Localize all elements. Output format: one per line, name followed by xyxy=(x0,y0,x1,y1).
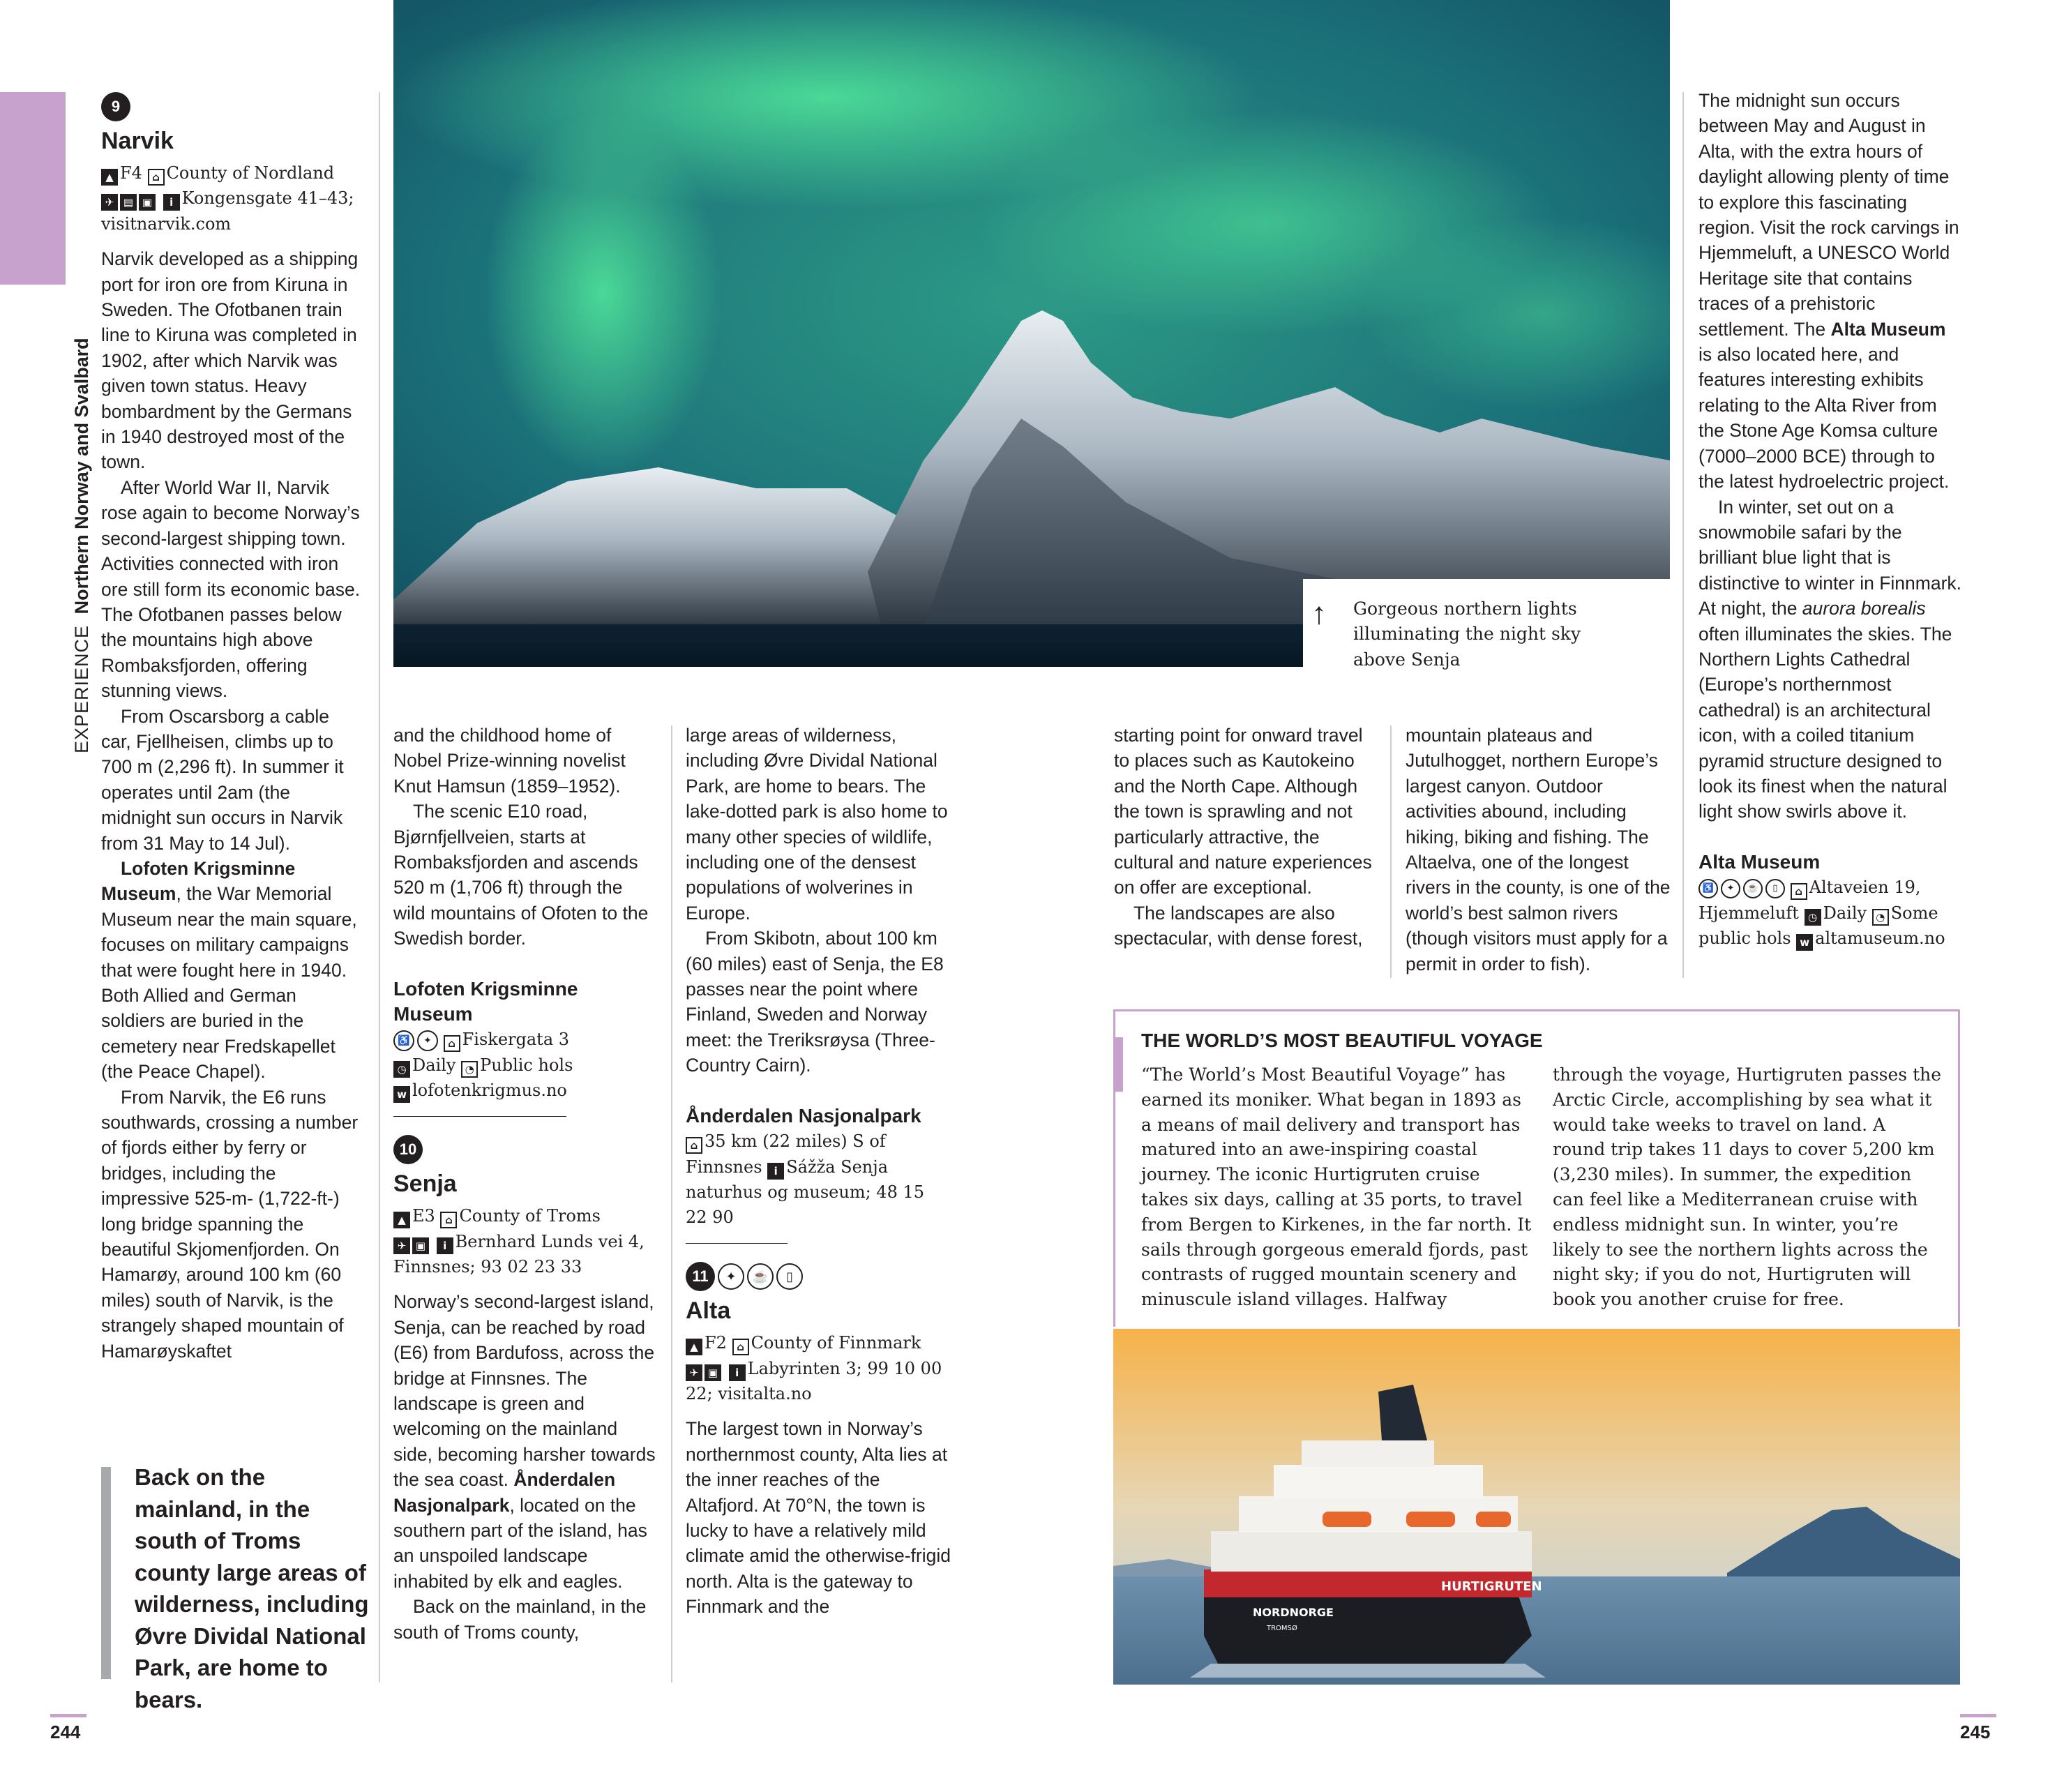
clock-icon: ◷ xyxy=(393,1061,410,1078)
column-rule xyxy=(379,92,380,1682)
info-icon: i xyxy=(163,194,180,211)
number-badge: 11 xyxy=(686,1262,715,1291)
train-icon: ▤ xyxy=(120,194,137,211)
location-icon: ⌂ xyxy=(444,1035,460,1052)
web-icon: w xyxy=(393,1086,410,1103)
closed-icon: ◔ xyxy=(1872,909,1889,926)
column-2 xyxy=(393,723,658,1645)
divider xyxy=(393,1116,566,1117)
aurora-band xyxy=(484,112,721,474)
location: County of Nordland xyxy=(166,163,335,183)
paragraph: From Oscarsborg a cable car, Fjellheisen, climbs up to 700 m (2,296 ft). In summer it operates until 2am (the midnight sun occurs in Narvik from 31 May to 14 Jul). xyxy=(101,705,344,854)
ship-hull-black xyxy=(1204,1594,1532,1664)
ship-wake xyxy=(1190,1664,1546,1678)
anderdalen-heading: Ånderdalen Nasjonalpark xyxy=(686,1104,921,1127)
map-ref: E3 xyxy=(412,1206,435,1226)
senja-info xyxy=(393,1203,658,1279)
pull-quote-bar xyxy=(101,1467,111,1679)
chapter-label xyxy=(70,338,93,753)
photo-caption: Gorgeous northern lights illuminating the night sky above Senja xyxy=(1353,598,1581,670)
lifeboat xyxy=(1406,1512,1455,1527)
map-ref: F4 xyxy=(120,163,142,183)
museum-name: Alta Museum xyxy=(1830,318,1946,340)
location-icon: ⌂ xyxy=(732,1339,749,1355)
guided-tour-icon: ✦ xyxy=(1721,879,1740,898)
museum-name: Lofoten Krigsminne Museum xyxy=(101,857,296,905)
column-6 xyxy=(1698,88,1964,951)
paragraph: From Skibotn, about 100 km (60 miles) east of Senja, the E8 passes near the point where Finland, Sweden and Norway meet: the Treriksrøysa (Three-Country Cairn). xyxy=(686,928,944,1076)
paragraph: The scenic E10 road, Bjørnfjellveien, starts at Rombaksfjorden and ascends 520 m (1,706 ft) through the wild mountains of Ofoten to the Swedish border. xyxy=(393,801,649,949)
ship-bridge xyxy=(1302,1440,1434,1467)
page-number-bar xyxy=(1960,1714,1996,1717)
paragraph xyxy=(101,856,363,1085)
number-badge: 10 xyxy=(393,1135,423,1164)
paragraph: After World War II, Narvik rose again to become Norway’s second-largest shipping town. Activities connected with iron ore still form its economic base. The Ofotbanen passes below the mountains high above Rombaksfjorden, offering stunning views. xyxy=(101,476,361,702)
chapter-title: Northern Norway and Svalbard xyxy=(71,338,92,615)
paragraph-text: Norway’s second-largest island, Senja, can be reached by road (E6) from Bardufoss, across the bridge at Finnsnes. The landscape is green and welcoming on the mainland side, becoming harsher towards the sea coast. xyxy=(393,1291,656,1491)
column-rule xyxy=(1682,92,1684,978)
address: Bernhard Lunds vei 4, Finnsnes; 93 02 23 33 xyxy=(393,1231,645,1277)
narvik-heading: Narvik xyxy=(101,128,174,154)
bus-icon: ▣ xyxy=(139,194,156,211)
page-number-left: 244 xyxy=(50,1722,81,1742)
address: Kongensgate 41–43; visitnarvik.com xyxy=(101,188,354,234)
boxout-accent-bar xyxy=(1113,1037,1123,1092)
alta-museum-info xyxy=(1698,875,1964,951)
paragraph-text: is also located here, and features interesting exhibits relating to the Alta River from the Stone Age Komsa culture (7000–2000 BCE) through to the latest hydroelectric project. xyxy=(1698,344,1950,492)
paragraph: From Narvik, the E6 runs southwards, crossing a number of fjords either by ferry or bridges, including the impressive 525-m- (1,722-ft-) long bridge spanning the beautiful Skjomenfjorden. On Hamarøy, around 100 km (60 miles) south of Narvik, is the strangely shaped mountain of Hamarøyskaftet xyxy=(101,1086,359,1362)
ship-port: TROMSØ xyxy=(1267,1625,1297,1632)
northern-lights-photo xyxy=(393,0,1670,667)
location-icon: ⌂ xyxy=(1791,883,1807,900)
boxout-col-1: “The World’s Most Beautiful Voyage” has earned its moniker. What began in 1893 as a means of mail delivery and transport has matured into an awe-inspiring coastal journey. The iconic Hurtigruten cruise takes six days, calling at 35 ports, to travel from Bergen to Kirkenes, in the far north. It sails through gorgeous emerald fjords, past contrasts of rugged mountain scenery and minuscule island villages. Halfway xyxy=(1141,1064,1532,1310)
map-icon: ▲ xyxy=(393,1212,410,1228)
pull-quote: Back on the mainland, in the south of Troms county large areas of wilderness, including Øvre Dividal National Park, are home to bears. xyxy=(135,1464,369,1712)
paragraph: starting point for onward travel to places such as Kautokeino and the North Cape. Although the town is sprawling and not particularly attractive, the cultural and nature experiences on offer are exceptional. xyxy=(1114,725,1372,898)
address: Fiskergata 3 xyxy=(462,1030,570,1050)
paragraph: Back on the mainland, in the south of Troms county, xyxy=(393,1596,647,1643)
paragraph: and the childhood home of Nobel Prize-winning novelist Knut Hamsun (1859–1952). xyxy=(393,725,626,797)
cafe-icon: ☕ xyxy=(1743,879,1763,898)
plane-icon: ✈ xyxy=(393,1237,410,1254)
opening-hours: Daily xyxy=(1823,903,1867,923)
location-icon: ⌂ xyxy=(686,1137,702,1154)
location: County of Finnmark xyxy=(751,1333,921,1353)
closed-icon: ◔ xyxy=(461,1061,478,1078)
senja-heading: Senja xyxy=(393,1170,457,1198)
paragraph: The landscapes are also spectacular, with dense forest, xyxy=(1114,902,1363,949)
side-tab xyxy=(0,92,66,285)
page-number-right: 245 xyxy=(1960,1722,1991,1742)
closed-days: Public hols xyxy=(480,1055,573,1075)
map-ref: F2 xyxy=(705,1333,727,1353)
guided-tour-icon: ✦ xyxy=(417,1030,438,1051)
anderdalen-info xyxy=(686,1129,951,1230)
location-icon: ⌂ xyxy=(148,169,165,186)
lifeboat xyxy=(1476,1512,1511,1527)
column-5 xyxy=(1406,723,1671,977)
paragraph xyxy=(1698,88,1964,495)
italic-term: aurora borealis xyxy=(1802,598,1926,619)
info-icon: i xyxy=(729,1364,746,1381)
hiking-icon: ✦ xyxy=(718,1263,744,1290)
divider xyxy=(686,1243,788,1244)
section-label: EXPERIENCE xyxy=(71,624,92,753)
up-arrow-icon: ↑ xyxy=(1311,596,1327,631)
alta-info xyxy=(686,1330,951,1406)
alta-heading: Alta xyxy=(686,1297,731,1325)
accessible-icon: ♿ xyxy=(393,1030,414,1051)
narvik-section xyxy=(101,92,363,1364)
lkm-heading: Lofoten Krigsminne Museum xyxy=(393,977,578,1025)
paragraph-text: often illuminates the skies. The Northern Lights Cathedral (Europe’s northernmost cathedral) is an architectural icon, with a coiled titanium pyramid structure designed to look its finest when the natural light show swirls above it. xyxy=(1698,623,1952,822)
paragraph-text: In winter, set out on a snowmobile safari by the brilliant blue light that is distinctive to winter in Finnmark. At night, the xyxy=(1698,496,1962,619)
paragraph-text: , located on the southern part of the island, has an unspoiled landscape inhabited by elk and eagles. xyxy=(393,1494,647,1592)
cafe-icon: ☕ xyxy=(747,1263,774,1290)
paragraph xyxy=(1698,495,1964,825)
ship-deck xyxy=(1211,1531,1532,1572)
map-icon: ▲ xyxy=(101,169,118,186)
plane-icon: ✈ xyxy=(686,1364,702,1381)
paragraph: Narvik developed as a shipping port for iron ore from Kiruna in Sweden. The Ofotbanen train line to Kiruna was completed in 1902, after which Narvik was given town status. Heavy bombardment by the Germans in 1940 destroyed most of the town. xyxy=(101,248,359,473)
map-icon: ▲ xyxy=(686,1339,702,1355)
closed-days: Some public hols xyxy=(1698,903,1938,948)
ship-photo xyxy=(1113,1329,1960,1685)
address: Labyrinten 3; 99 10 00 22; visitalta.no xyxy=(686,1358,942,1404)
info-icon: i xyxy=(767,1163,784,1180)
shop-icon: ▯ xyxy=(776,1263,803,1290)
boxout-col-2: through the voyage, Hurtigruten passes the Arctic Circle, accomplishing by sea what it would take weeks to travel on land. A round trip takes 11 days to cover 5,200 km (3,230 miles). In summer, the expedition can feel like a Mediterranean cruise with endless midnight sun. In winter, you’re likely to see the northern lights across the night sky; if you do not, Hurtigruten will book you another cruise for free. xyxy=(1553,1064,1942,1310)
ship-brand: HURTIGRUTEN xyxy=(1441,1579,1542,1594)
info: Sážža Senja naturhus og museum; 48 15 22 90 xyxy=(686,1157,925,1228)
opening-hours: Daily xyxy=(412,1055,456,1075)
column-rule xyxy=(671,725,672,1682)
number-badge: 9 xyxy=(101,92,130,121)
lifeboat xyxy=(1323,1512,1371,1527)
web-icon: w xyxy=(1796,934,1813,951)
accessible-icon: ♿ xyxy=(1698,879,1718,898)
location: County of Troms xyxy=(459,1206,601,1226)
address: Altaveien 19, Hjemmeluft xyxy=(1698,878,1921,923)
column-3 xyxy=(686,723,951,1620)
paragraph-text: The midnight sun occurs between May and August in Alta, with the extra hours of daylight allowing plenty of time to explore this fascinating region. Visit the rock carvings in Hjemmeluft, a UNESCO World Heritage site that contains traces of a prehistoric settlement. The xyxy=(1698,90,1959,340)
bus-icon: ▣ xyxy=(705,1364,721,1381)
paragraph xyxy=(393,1289,658,1594)
ship-name: NORDNORGE xyxy=(1253,1606,1334,1619)
page-number-bar xyxy=(50,1714,86,1717)
location: 35 km (22 miles) S of Finnsnes xyxy=(686,1131,886,1177)
column-rule xyxy=(1390,725,1392,978)
narvik-info xyxy=(101,160,363,236)
lkm-info xyxy=(393,1027,658,1103)
ship-deck-top xyxy=(1274,1465,1483,1498)
paragraph-text: , the War Memorial Museum near the main square, focuses on military campaigns that were fought here in 1940. Both Allied and German soldiers are buried in the cemetery near Fredskapellet (the Peace Chapel). xyxy=(101,883,357,1083)
alta-heading-row xyxy=(686,1262,951,1291)
column-4 xyxy=(1114,723,1378,951)
clock-icon: ◷ xyxy=(1805,909,1821,926)
website: altamuseum.no xyxy=(1815,928,1945,948)
ship-deck-upper xyxy=(1239,1496,1518,1533)
paragraph: mountain plateaus and Jutulhogget, northern Europe’s largest canyon. Outdoor activities abound, including hiking, biking and fishing. The Altaelva, one of the longest rivers in the county, is one of the world’s best salmon rivers (though visitors must apply for a permit in order to fish). xyxy=(1406,725,1671,974)
website: lofotenkrigmus.no xyxy=(412,1081,567,1101)
boxout-title: THE WORLD’S MOST BEAUTIFUL VOYAGE xyxy=(1141,1030,1543,1051)
shop-icon: ▯ xyxy=(1765,879,1785,898)
info-icon: i xyxy=(437,1237,453,1254)
bus-icon: ▣ xyxy=(412,1237,429,1254)
narvik-body xyxy=(101,246,363,1364)
paragraph: The largest town in Norway’s northernmost county, Alta lies at the inner reaches of the Altafjord. At 70°N, the town is lucky to have a relatively mild climate amid the otherwise-frigid north. Alta is the gateway to Finnmark and the xyxy=(686,1418,951,1618)
paragraph: large areas of wilderness, including Øvre Dividal National Park, are home to bears. The lake-dotted park is also home to many other species of wildlife, including one of the densest populations of wolverines in Europe. xyxy=(686,725,948,924)
park-name: Ånderdalen Nasjonalpark xyxy=(393,1469,616,1516)
location-icon: ⌂ xyxy=(440,1212,457,1228)
alta-museum-heading: Alta Museum xyxy=(1698,850,1821,873)
plane-icon: ✈ xyxy=(101,194,118,211)
